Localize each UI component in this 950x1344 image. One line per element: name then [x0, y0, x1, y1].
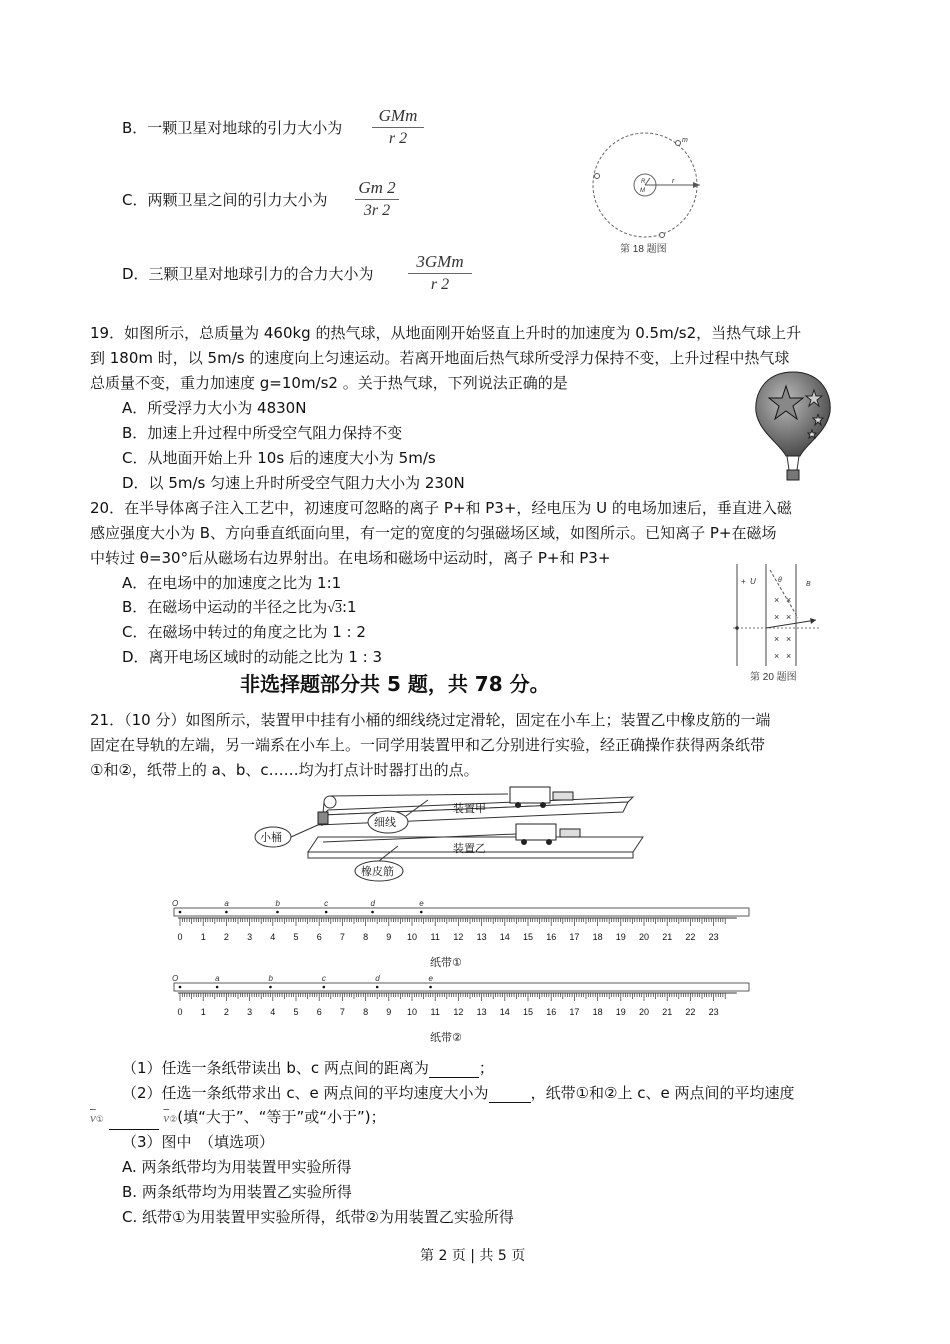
- ruler-number: 3: [247, 1007, 253, 1017]
- tape1-point-b: [276, 911, 279, 914]
- tape-2-figure: [165, 975, 765, 1045]
- ruler-number: 21: [662, 1007, 673, 1017]
- ruler-number: 2: [223, 932, 229, 942]
- ruler-number: 10: [406, 932, 418, 942]
- ruler-number: 16: [546, 1007, 557, 1017]
- ruler-number: 15: [522, 932, 534, 942]
- ruler-number: 14: [499, 932, 510, 942]
- tape1-point-label: c: [324, 900, 329, 908]
- ruler-number: 11: [430, 1007, 440, 1017]
- q21-sub2-line2: $\overline{v}①$ $\overline{v}②$(填“大于”、“等于”或“小于”)；: [90, 1107, 386, 1130]
- ruler-number: 0: [177, 932, 183, 942]
- orbit-label-m: m: [682, 137, 688, 144]
- q20-caption: 第 20 题图: [750, 672, 797, 683]
- ruler-number: 0: [177, 1007, 183, 1017]
- q20-field-figure: [728, 558, 828, 683]
- ruler-number: 23: [708, 1007, 719, 1017]
- ruler-number: 12: [453, 1007, 464, 1017]
- q19-option-b: B．加速上升过程中所受空气阻力保持不变: [122, 424, 403, 442]
- svg-text:+: +: [741, 577, 746, 586]
- tape-1-figure: [165, 900, 765, 970]
- svg-text:×: ×: [786, 612, 792, 622]
- ruler-number: 8: [363, 1007, 369, 1017]
- orbit-label-r: r: [672, 178, 675, 185]
- q21-line3: ①和②，纸带上的 a、b、c……均为打点计时器打出的点。: [90, 761, 479, 779]
- ruler-number: 18: [592, 1007, 603, 1017]
- q18-option-d: D．三颗卫星对地球引力的合力大小为: [122, 265, 374, 283]
- ruler-number: 20: [638, 932, 650, 942]
- q18-option-c: C．两颗卫星之间的引力大小为: [122, 191, 328, 209]
- ruler-number: 11: [430, 932, 440, 942]
- ruler-number: 7: [339, 1007, 345, 1017]
- tape-1-ruler: [172, 900, 749, 942]
- q19-line1: 19．如图所示，总质量为 460kg 的热气球，从地面刚开始竖直上升时的加速度为 0.5m/s2，当热气球上升: [90, 324, 802, 342]
- q19-option-d: D．以 5m/s 匀速上升时所受空气阻力大小为 230N: [122, 474, 465, 492]
- ruler-number: 6: [316, 1007, 322, 1017]
- tape-1-caption: 纸带①: [430, 957, 462, 969]
- ruler-number: 2: [223, 1007, 229, 1017]
- q20-option-c: C．在磁场中转过的角度之比为 1 : 2: [122, 623, 366, 641]
- ruler-number: 4: [270, 932, 276, 942]
- tape-2-ruler: [172, 975, 749, 1017]
- q18-option-b: B．一颗卫星对地球的引力大小为: [122, 119, 343, 137]
- q20-option-a: A．在电场中的加速度之比为 1:1: [122, 574, 342, 592]
- q18-caption: 第 18 题图: [620, 244, 667, 255]
- q18-option-d-fraction: 3GMm r 2: [408, 252, 472, 295]
- ruler-number: 13: [476, 932, 487, 942]
- ruler-number: 10: [406, 1007, 418, 1017]
- q19-line2: 到 180m 时，以 5m/s 的速度向上匀速运动。若离开地面后热气球所受浮力保持不变，上升过程中热气球: [90, 349, 790, 367]
- tape1-point-label: a: [224, 900, 229, 908]
- tape1-point-a: [225, 911, 228, 914]
- q20-label-B: B: [806, 581, 811, 588]
- q21-line2: 固定在导轨的左端，另一端系在小车上。一同学用装置甲和乙分别进行实验，经正确操作获得两条纸带: [90, 736, 766, 754]
- ruler-number: 12: [453, 932, 464, 942]
- q20-line3: 中转过 θ=30°后从磁场右边界射出。在电场和磁场中运动时，离子 P+和 P3+: [90, 549, 611, 567]
- tape2-point-label: e: [428, 975, 434, 983]
- tape1-point-O: [179, 911, 182, 914]
- ruler-number: 7: [339, 932, 345, 942]
- tape2-point-d: [376, 986, 379, 989]
- ruler-number: 19: [615, 932, 626, 942]
- tape2-point-O: [179, 986, 182, 989]
- q18-orbit-figure: [590, 128, 705, 258]
- ruler-number: 16: [546, 932, 557, 942]
- ruler-number: 3: [247, 932, 253, 942]
- q19-option-c: C．从地面开始上升 10s 后的速度大小为 5m/s: [122, 449, 436, 467]
- q18-option-b-fraction: GMm r 2: [372, 106, 424, 149]
- q20-line2: 感应强度大小为 B、方向垂直纸面向里，有一定的宽度的匀强磁场区域，如图所示。已知离子 P+在磁场: [90, 524, 777, 542]
- tape1-point-label: O: [172, 900, 179, 908]
- svg-text:×: ×: [774, 651, 780, 661]
- q20-option-b: B．在磁场中运动的半径之比为√3:1: [122, 598, 357, 616]
- page-footer: 第 2 页 | 共 5 页: [420, 1248, 526, 1264]
- ruler-number: 13: [476, 1007, 487, 1017]
- svg-text:×: ×: [774, 595, 780, 605]
- q21-option-a: A. 两条纸带均为用装置甲实验所得: [122, 1158, 352, 1176]
- tape2-point-label: O: [172, 975, 179, 983]
- ruler-number: 22: [685, 1007, 696, 1017]
- svg-text:×: ×: [786, 634, 792, 644]
- label-rubber: 橡皮筋: [361, 866, 394, 878]
- q21-line1: 21．（10 分）如图所示，装置甲中挂有小桶的细线绕过定滑轮，固定在小车上；装置乙中橡皮筋的一端: [90, 711, 771, 729]
- q21-option-c: C. 纸带①为用装置甲实验所得，纸带②为用装置乙实验所得: [122, 1208, 514, 1226]
- sqrt-radicand: 3: [334, 601, 342, 616]
- ruler-number: 21: [662, 932, 673, 942]
- q21-sub2: （2）任选一条纸带求出 c、e 两点间的平均速度大小为 ，纸带①和②上 c、e 两点间的平均速度: [122, 1084, 795, 1102]
- tape1-point-label: d: [370, 900, 376, 908]
- ruler-number: 15: [522, 1007, 534, 1017]
- tape1-point-label: b: [275, 900, 280, 908]
- answer-blank-2[interactable]: [489, 1087, 531, 1103]
- svg-text:×: ×: [774, 612, 780, 622]
- svg-text:×: ×: [786, 651, 792, 661]
- q18-option-c-fraction: Gm 2 3r 2: [355, 178, 399, 221]
- q21-sub3: （3）图中 （填选项）: [122, 1133, 275, 1151]
- tape1-point-c: [325, 911, 328, 914]
- ruler-number: 17: [569, 932, 580, 942]
- ruler-number: 5: [293, 1007, 299, 1017]
- ruler-number: 5: [293, 932, 299, 942]
- svg-text:×: ×: [774, 634, 780, 644]
- tape2-point-label: c: [321, 975, 326, 983]
- orbit-label-R: R: [641, 179, 646, 185]
- hot-air-balloon-figure: [752, 370, 834, 485]
- svg-text:×: ×: [786, 595, 792, 605]
- tape2-point-a: [216, 986, 219, 989]
- ruler-number: 18: [592, 932, 603, 942]
- section-heading: 非选择题部分共 5 题，共 78 分。: [240, 672, 550, 696]
- ruler-number: 1: [200, 1007, 206, 1017]
- tape1-point-label: e: [419, 900, 424, 908]
- tape2-point-e: [429, 986, 432, 989]
- tape2-point-label: b: [268, 975, 273, 983]
- tape2-point-b: [269, 986, 272, 989]
- tape2-point-label: a: [215, 975, 220, 983]
- label-apparatus-a: 装置甲: [453, 803, 486, 815]
- ruler-number: 23: [708, 932, 719, 942]
- label-apparatus-b: 装置乙: [453, 843, 486, 855]
- tape2-point-label: d: [375, 975, 380, 983]
- q19-line3: 总质量不变，重力加速度 g=10m/s2 。关于热气球，下列说法正确的是: [90, 374, 568, 392]
- ruler-number: 14: [499, 1007, 510, 1017]
- tape2-point-c: [323, 986, 326, 989]
- tape1-point-d: [371, 911, 374, 914]
- answer-blank-3[interactable]: [109, 1114, 159, 1130]
- q19-option-a: A．所受浮力大小为 4830N: [122, 399, 307, 417]
- ruler-number: 17: [569, 1007, 580, 1017]
- q21-apparatus-figure: [248, 782, 648, 882]
- answer-blank-1[interactable]: [429, 1062, 479, 1078]
- q21-option-b: B. 两条纸带均为用装置乙实验所得: [122, 1183, 352, 1201]
- q20-line1: 20．在半导体离子注入工艺中，初速度可忽略的离子 P+和 P3+，经电压为 U 的电场加速后，垂直进入磁: [90, 499, 792, 517]
- ruler-number: 1: [200, 932, 206, 942]
- ruler-number: 22: [685, 932, 696, 942]
- tape1-point-e: [420, 911, 423, 914]
- orbit-label-M: M: [640, 188, 645, 194]
- label-string: 细线: [374, 817, 396, 829]
- label-bucket: 小桶: [260, 832, 282, 844]
- ruler-number: 9: [386, 932, 392, 942]
- ruler-number: 6: [316, 932, 322, 942]
- ruler-number: 4: [270, 1007, 276, 1017]
- q21-sub1: （1）任选一条纸带读出 b、c 两点间的距离为 ；: [122, 1059, 494, 1077]
- tape-2-caption: 纸带②: [430, 1032, 462, 1044]
- q20-label-theta: θ: [778, 577, 782, 584]
- q20-option-d: D．离开电场区域时的动能之比为 1 : 3: [122, 648, 382, 666]
- ruler-number: 8: [363, 932, 369, 942]
- q20-label-U: U: [750, 577, 756, 586]
- ruler-number: 19: [615, 1007, 626, 1017]
- ruler-number: 9: [386, 1007, 392, 1017]
- ruler-number: 20: [638, 1007, 650, 1017]
